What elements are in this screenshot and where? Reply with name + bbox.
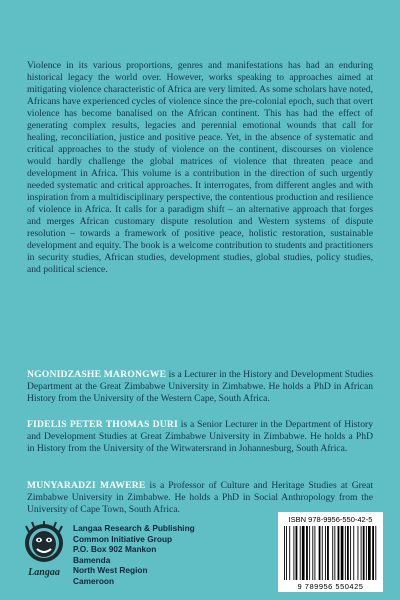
barcode-icon — [284, 526, 377, 582]
author-bio-text: is a Professor of Culture and Heritage Studies at Great Zimbabwe University in Zimbabwe. He holds a PhD in Social Anthropology from the University of Cape Town, South Africa. — [27, 480, 373, 515]
author-bio — [27, 480, 373, 516]
author-bio — [27, 369, 373, 405]
publisher-line: P.O. Box 902 Mankon — [73, 544, 157, 554]
author-name: MUNYARADZI MAWERE — [27, 480, 146, 491]
publisher-line: North West Region — [73, 565, 148, 575]
isbn-barcode — [278, 512, 383, 592]
back-cover-blurb: Violence in its various proportions, genres and manifestations has had an enduring historical legacy the world over. However, works speaking to approaches aimed at mitigating violence characteristic of Africa are very limited. As some scholars have noted, Africans have experienced cycles of violence since the pre-colonial epoch, such that overt violence has become banalised on the African continent. This has had the effect of generating complex results, legacies and perennial emotional wounds that call for healing, reconciliation, justice and positive peace. Yet, in the absence of systematic and critical approaches to the study of violence on the continent, discourses on violence would hardly challenge the global matrices of violence that threaten peace and development in Africa. This volume is a contribution in the direction of such urgently needed systematic and critical approaches. It interrogates, from different angles and with inspiration from a multidisciplinary perspective, the contentious production and resilience of violence in Africa. It calls for a paradigm shift – an alternative approach that forges and merges African customary dispute resolution and Western systems of dispute resolution – towards a framework of positive peace, holistic restoration, sustainable development and equity. The book is a welcome contribution to students and practitioners in security studies, African studies, development studies, global studies, policy studies, and political science. — [27, 60, 373, 275]
author-name: FIDELIS PETER THOMAS DURI — [27, 419, 178, 430]
publisher-address — [73, 523, 195, 586]
publisher-block — [20, 521, 220, 587]
isbn-label: ISBN 978-9956-550-42-5 — [288, 515, 373, 524]
publisher-line: Cameroon — [73, 575, 115, 586]
barcode-digits: 9 789956 550425 — [297, 582, 364, 591]
author-bio-text: is a Lecturer in the History and Development Studies Department at the Great Zimbabwe University in Zimbabwe. He holds a PhD in African History from the University of the Western Cape, South Africa. — [27, 369, 374, 404]
publisher-logo — [20, 521, 68, 579]
langaa-face-logo-icon — [20, 521, 68, 579]
author-name: NGONIDZASHE MARONGWE — [27, 369, 167, 380]
author-bio — [27, 419, 373, 455]
publisher-line: Common Initiative Group — [73, 533, 173, 544]
svg-text:Langaa: Langaa — [28, 567, 60, 578]
author-bio-text: is a Senior Lecturer in the Department of History and Development Studies at Great Zimbabwe University in Zimbabwe. He holds a PhD in History from the University of the Witwatersrand in Johannesburg, South Africa. — [27, 419, 373, 454]
publisher-line: Bamenda — [73, 554, 111, 565]
publisher-line: Langaa Research & Publishing — [73, 523, 195, 533]
